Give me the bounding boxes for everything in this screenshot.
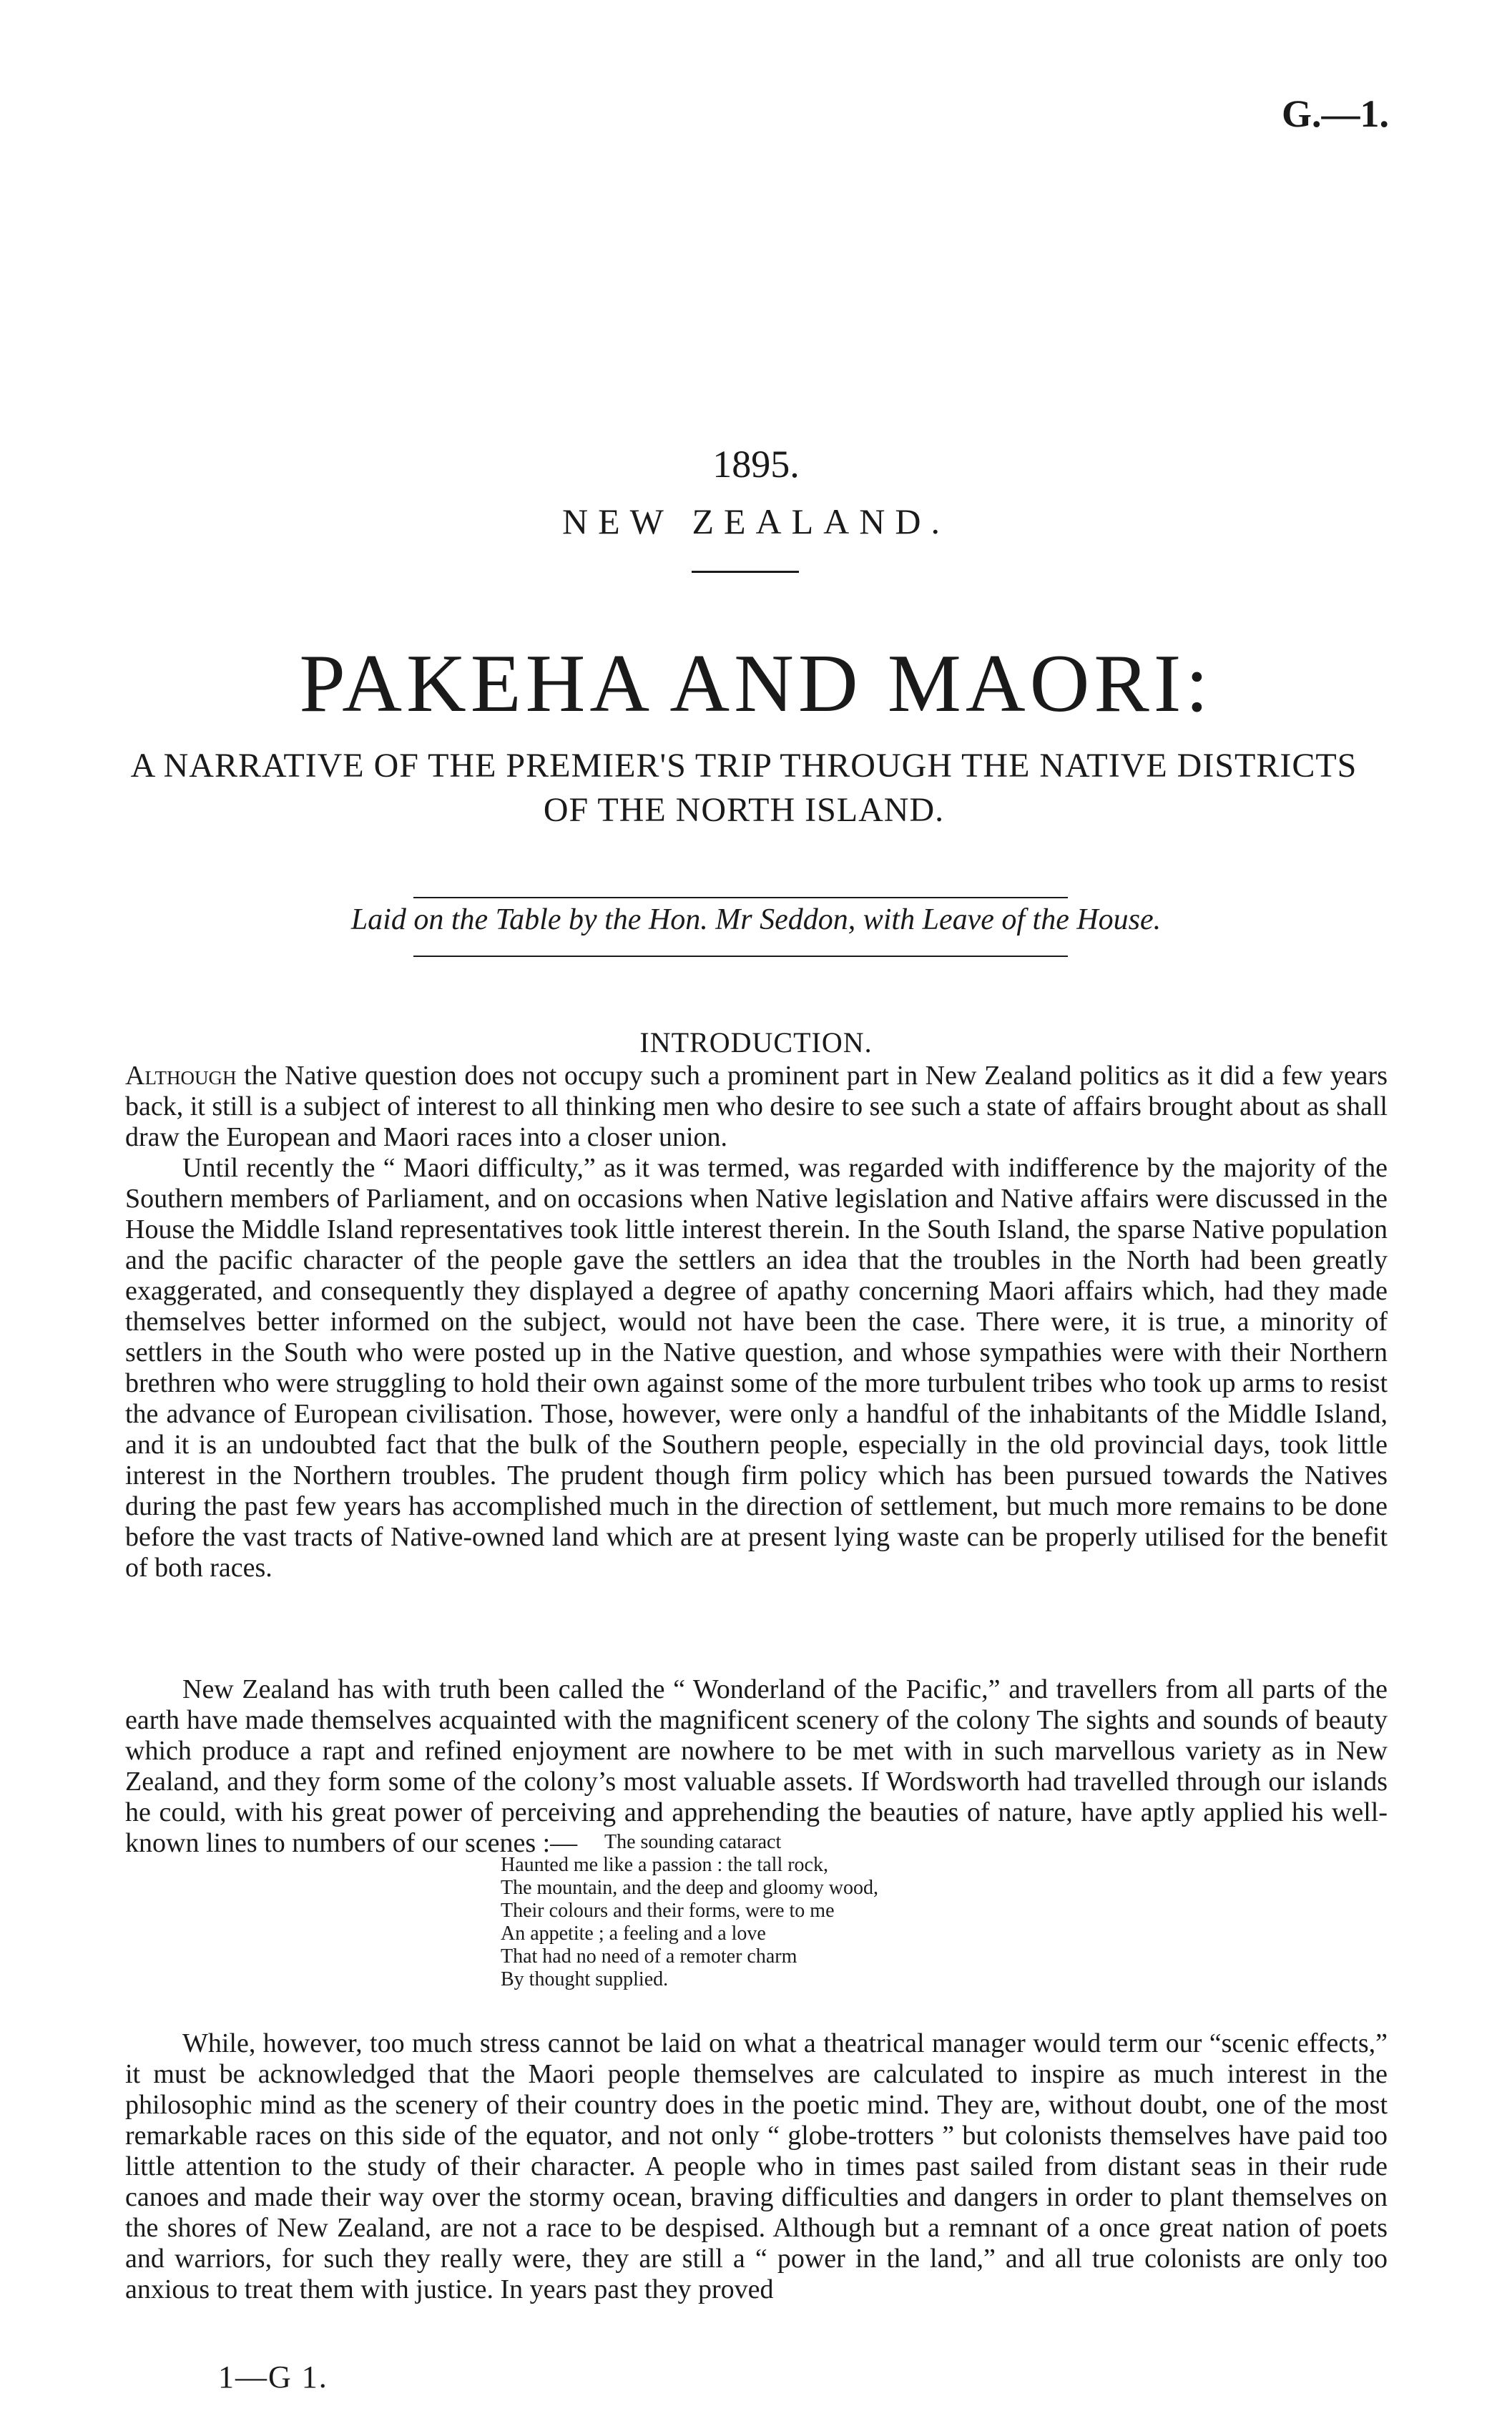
paragraph-4	[125, 2028, 1388, 2305]
poem-line: By thought supplied.	[501, 1968, 669, 1990]
paragraph-1	[125, 1061, 1388, 1153]
section-heading: INTRODUCTION.	[639, 1026, 873, 1059]
divider-rule	[692, 571, 799, 573]
paragraph-text: New Zealand has with truth been called the “ Wonderland of the Pacific,” and travellers from all parts of the earth have made themselves acquainted with the magnificent scenery of the colony The sights and sounds of beauty which produce a rapt and refined enjoyment are nowhere to be met with in such marvellous variety as in New Zealand, and they form some of the colony’s most valuable assets. If Wordsworth had travelled through our islands he could, with his great power of perceiving and apprehending the beauties of nature, have aptly applied his well-known lines to numbers of our scenes :—	[125, 1674, 1388, 1858]
divider-rule	[413, 897, 1068, 898]
page-code: G.—1.	[1281, 92, 1389, 135]
paragraph-text: the Native question does not occupy such a prominent part in New Zealand politics as it did a few years back, it still is a subject of interest to all thinking men who desire to see such a state of affairs brought about as shall draw the European and Maori races into a closer union.	[125, 1061, 1388, 1152]
drop-word: Although	[125, 1061, 237, 1091]
poem-line: An appetite ; a feeling and a love	[501, 1923, 766, 1945]
poem-quote	[501, 1831, 1073, 1991]
laid-on-table-note: Laid on the Table by the Hon. Mr Seddon, with Leave of the House.	[350, 903, 1162, 936]
poem-line: The mountain, and the deep and gloomy wood,	[501, 1877, 878, 1899]
poem-line: That had no need of a remoter charm	[501, 1945, 797, 1968]
document-subtitle: A NARRATIVE OF THE PREMIER'S TRIP THROUGH THE NATIVE DISTRICTS OF THE NORTH ISLAND.	[130, 747, 1358, 829]
year: 1895.	[712, 443, 800, 486]
poem-line: The sounding cataract	[604, 1831, 782, 1853]
signature-mark: 1—G 1.	[218, 2359, 328, 2395]
poem-line: Their colours and their forms, were to me	[501, 1900, 835, 1922]
divider-rule	[413, 956, 1068, 957]
paragraph-text: Until recently the “ Maori difficulty,” as it was termed, was regarded with indifference by the majority of the Southern members of Parliament, and on occasions when Native legislation and Native affairs were discussed in the House the Middle Island representatives took little interest therein. In the South Island, the sparse Native population and the pacific character of the people gave the settlers an idea that the troubles in the North had been greatly exaggerated, and consequently they displayed a degree of apathy concerning Maori affairs which, had they made themselves better informed on the subject, would not have been the case. There were, it is true, a minority of settlers in the South who were posted up in the Native question, and whose sympathies were with their Northern brethren who were struggling to hold their own against some of the more turbulent tribes who took up arms to resist the advance of European civilisation. Those, however, were only a handful of the inhabitants of the Middle Island, and it is an undoubted fact that the bulk of the Southern people, especially in the old provincial days, took little interest in the Northern troubles. The prudent though firm policy which has been pursued towards the Natives during the past few years has accomplished much in the direction of settlement, but much more remains to be done before the vast tracts of Native-owned land which are at present lying waste can be properly utilised for the benefit of both races.	[125, 1153, 1388, 1583]
paragraph-2	[125, 1153, 1388, 1583]
document-title: PAKEHA AND MAORI:	[299, 638, 1213, 730]
poem-line: Haunted me like a passion : the tall rock,	[501, 1854, 828, 1876]
paragraph-text: While, however, too much stress cannot be laid on what a theatrical manager would term our “scenic effects,” it must be acknowledged that the Maori people themselves are calculated to inspire as much interest in the philosophic mind as the scenery of their country does in the poetic mind. They are, without doubt, one of the most remarkable races on this side of the equator, and not only “ globe-trotters ” but colonists themselves have paid too little attention to the study of their character. A people who in times past sailed from distant seas in their rude canoes and made their way over the stormy ocean, braving difficulties and dangers in order to plant themselves on the shores of New Zealand, are not a race to be despised. Although but a remnant of a once great nation of poets and warriors, for such they really were, they are still a “ power in the land,” and all true colonists are only too anxious to treat them with justice. In years past they proved	[125, 2028, 1388, 2304]
country-heading: NEW ZEALAND.	[562, 501, 950, 541]
